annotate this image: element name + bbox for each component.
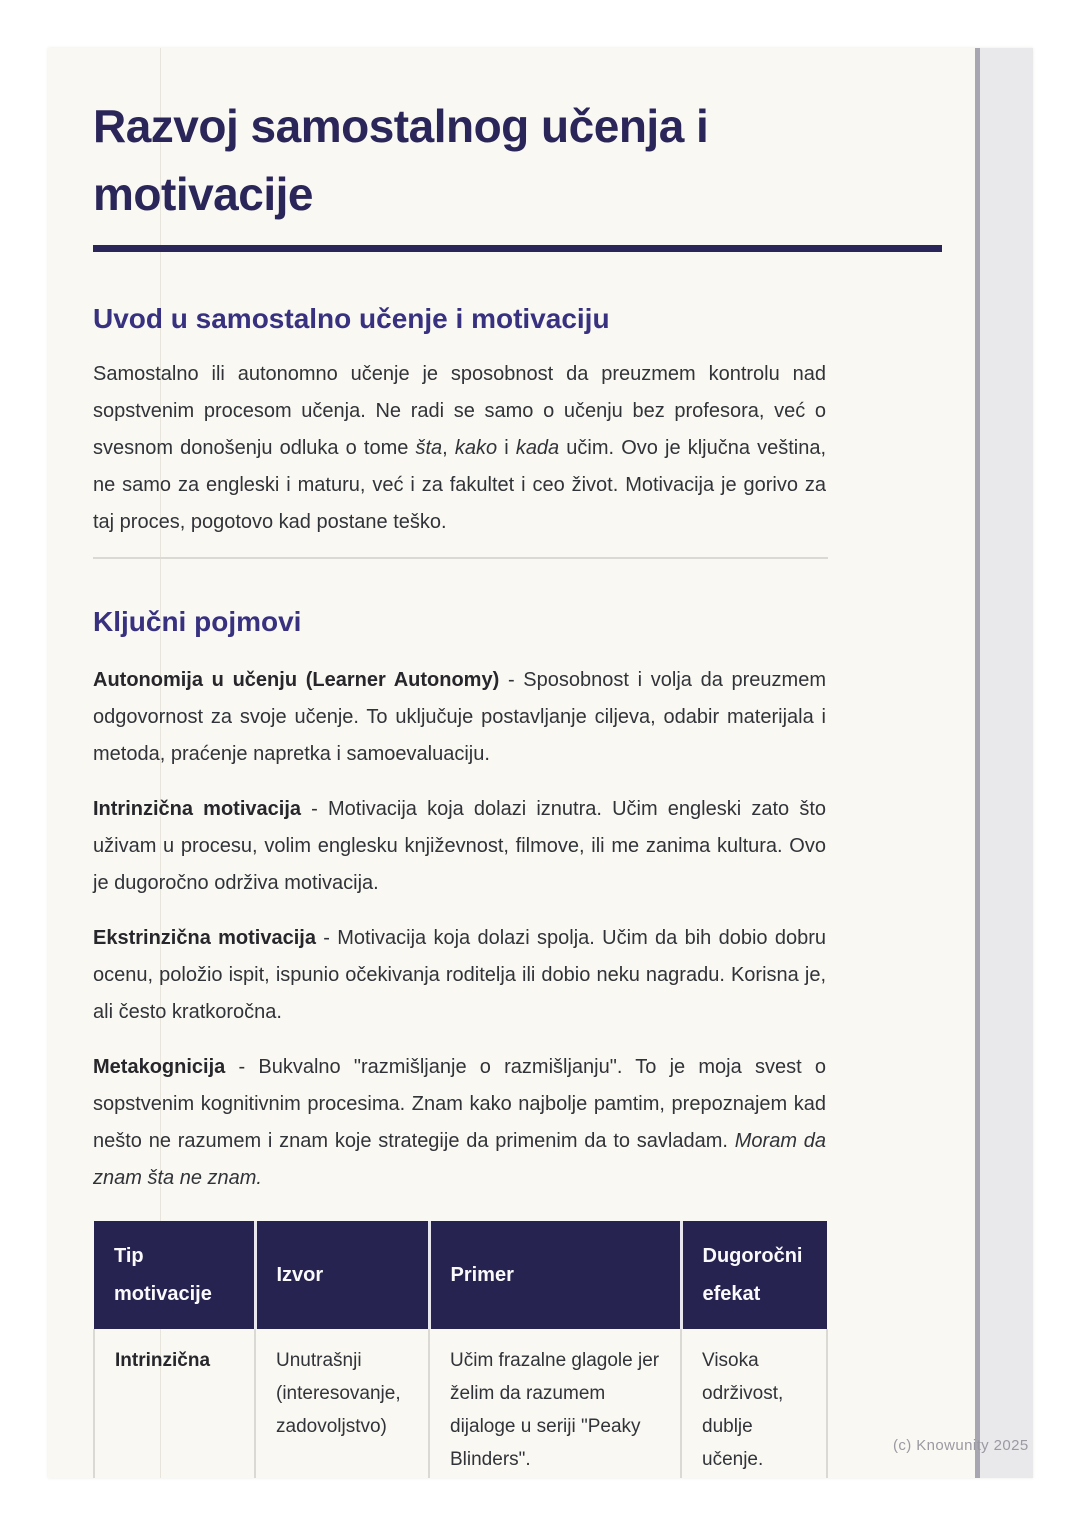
table-header-tip-motivacije: Tip motivacije [94, 1221, 255, 1329]
section-heading-intro: Uvod u samostalno učenje i motivaciju [93, 303, 610, 334]
term-ekstrinzicna-definition: - Motivacija koja dolazi spolja. Učim da bih dobio dobru ocenu, položio ispit, ispunio očekivanja roditelja ili dobio neku nagradu. Korisna je, ali često kratkoročna. [93, 927, 826, 1023]
intro-italic-kako: kako [454, 437, 498, 459]
table-header-primer: Primer [429, 1221, 681, 1329]
intro-text-segment: , [442, 437, 455, 459]
term-ekstrinzicna-paragraph [93, 920, 826, 1031]
table-header-row [94, 1221, 827, 1329]
intro-italic-kada: kada [515, 437, 560, 459]
term-autonomija-definition: - Sposobnost i volja da preuzmem odgovornost za svoje učenje. To uključuje postavljanje ciljeva, odabir materijala i metoda, praćenje napretka i samoevaluaciju. [93, 669, 826, 765]
copyright-watermark: (c) Knowunity 2025 [893, 1437, 1029, 1454]
section-divider [93, 557, 828, 559]
term-metakognicija-italic-tail: Moram da znam šta ne znam. [93, 1130, 827, 1189]
term-autonomija-paragraph [93, 662, 826, 773]
intro-italic-sta: šta [415, 437, 443, 459]
table-cell-primer: Učim frazalne glagole jer želim da razumem dijaloge u seriji "Peaky Blinders". [429, 1329, 681, 1478]
term-intrinzicna-definition: - Motivacija koja dolazi iznutra. Učim engleski zato što uživam u procesu, volim englesku književnost, filmove, ili me zanima kultura. Ovo je dugoročno održiva motivacija. [93, 798, 826, 894]
table-cell-izvor: Unutrašnji (interesovanje, zadovoljstvo) [255, 1329, 429, 1478]
table-header-izvor: Izvor [255, 1221, 429, 1329]
table-cell-efekat: Visoka održivost, dublje učenje. [681, 1329, 827, 1478]
term-metakognicija-label: Metakognicija [93, 1056, 226, 1078]
term-autonomija-label: Autonomija u učenju (Learner Autonomy) [93, 669, 500, 691]
title-underline-rule [93, 245, 942, 252]
table-header-dugorocni-efekat: Dugoročni efekat [681, 1221, 827, 1329]
intro-text-segment: i [497, 437, 516, 459]
motivation-comparison-table [93, 1221, 828, 1478]
section-heading-key-terms: Ključni pojmovi [93, 606, 302, 637]
table-row [94, 1329, 827, 1478]
term-metakognicija-paragraph [93, 1049, 826, 1197]
term-metakognicija-definition: - Bukvalno "razmišljanje o razmišljanju". To je moja svest o sopstvenim kognitivnim procesima. Znam kako najbolje pamtim, prepoznajem kad nešto ne razumem i znam koje strategije da primenim da to savladam. [93, 1056, 826, 1152]
document-page [48, 48, 1033, 1478]
term-ekstrinzicna-label: Ekstrinzična motivacija [93, 927, 316, 949]
page-edge-strip [975, 48, 1033, 1478]
intro-text-segment: učim. Ovo je ključna veština, ne samo za engleski i maturu, već i za fakultet i ceo život. Motivacija je gorivo za taj proces, pogotovo kad postane teško. [93, 437, 827, 533]
term-intrinzicna-paragraph [93, 791, 826, 902]
intro-text-segment: Samostalno ili autonomno učenje je sposobnost da preuzmem kontrolu nad sopstvenim procesom učenja. Ne radi se samo o učenju bez profesora, već o svesnom donošenju odluka o tome [93, 363, 826, 459]
page-content [93, 48, 826, 1478]
table-cell-tip: Intrinzična [94, 1329, 255, 1478]
page-title: Razvoj samostalnog učenja i motivacije [93, 100, 709, 220]
term-intrinzicna-label: Intrinzična motivacija [93, 798, 301, 820]
intro-paragraph [93, 356, 826, 541]
